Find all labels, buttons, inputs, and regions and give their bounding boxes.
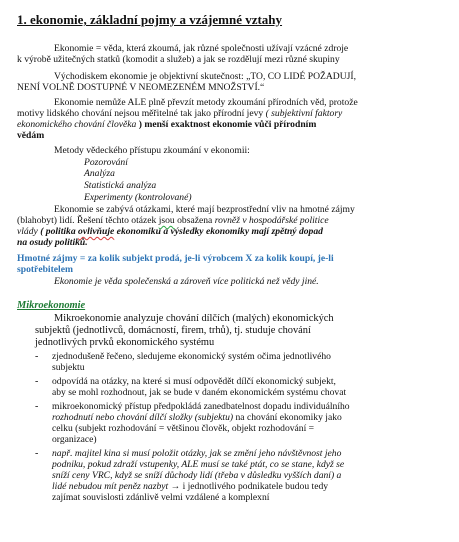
economics-definition-line-1: Ekonomie = věda, která zkoumá, jak různé společnosti užívají vzácné zdroje: [54, 43, 349, 54]
micro-bullet-1-line-1: zjednodušeně řečeno, sledujeme ekonomický systém očima jednotlivého: [52, 351, 331, 362]
interests-line-2: [17, 215, 329, 226]
grammar-flag-text: jsou: [158, 215, 175, 226]
method-item: Statistická analýza: [84, 180, 157, 191]
exactness-text: ) menší exaktnost ekonomie vůči přírodním: [138, 119, 317, 130]
individual-decision-text: rozhodnutí nebo chování dílčí složky (subjektu): [52, 412, 234, 423]
interests-line-1: Ekonomie se zabývá otázkami, které mají bezprostřední vliv na hmotné zájmy: [54, 204, 355, 215]
methods-limit-line-4: vědám: [17, 130, 45, 141]
methods-limit-line-3: [17, 119, 316, 130]
micro-bullet-3-line-4: organizace): [52, 434, 97, 445]
spelling-flag-text: ovlivňuje: [78, 226, 115, 237]
micro-bullet-3-line-2: [52, 412, 342, 423]
spare-money-text: lidé nebudou mít peněz nazbyt: [52, 481, 169, 492]
interests-text: (blahobyt) lidí. Řešení těchto otázek: [17, 215, 159, 226]
material-interests-line-1: Hmotné zájmy = za kolik subjekt prodá, je-li výrobcem X za kolik koupí, je-li: [17, 253, 334, 264]
whole-economy-text: na chování ekonomiky jako: [233, 412, 342, 423]
social-science-statement: Ekonomie je věda společenská a zároveň více politická než vědy jiné.: [54, 276, 319, 287]
government-text: vlády: [17, 226, 41, 237]
economic-behavior-text: ekonomického chování člověka: [17, 119, 139, 130]
method-item: Analýza: [84, 168, 115, 179]
economic-policy-text: rovněž v hospodářské politice: [214, 215, 329, 226]
bullet-dash: -: [35, 351, 39, 362]
page-title: 1. ekonomie, základní pojmy a vzájemné vztahy: [17, 12, 283, 27]
micro-bullet-4-line-1: např. majitel kina si musí položit otázky, jak se změní jeho návštěvnost jeho: [52, 448, 342, 459]
methods-limit-line-2: [17, 108, 342, 119]
bullet-dash: -: [35, 448, 39, 459]
micro-intro-line-2: subjektů (jednotlivců, domácností, firem, trhů), tj. studuje chování: [35, 325, 311, 336]
micro-bullet-1-line-2: subjektu: [52, 362, 85, 373]
material-interests-line-2: spotřebitelem: [17, 264, 73, 275]
bullet-dash: -: [35, 376, 39, 387]
premise-line-1: Východiskem ekonomie je objektivní skutečnost: „TO, CO LIDÉ POŽADUJÍ,: [54, 71, 356, 82]
interests-line-3: [17, 226, 323, 237]
arrow-icon: →: [168, 481, 181, 492]
bullet-dash: -: [35, 401, 39, 412]
section-heading-microeconomics: Mikroekonomie: [17, 300, 86, 311]
micro-bullet-2-line-1: odpovídá na otázky, na které si musí odpovědět dílčí ekonomický subjekt,: [52, 376, 336, 387]
method-item: Experimenty (kontrolované): [84, 192, 192, 203]
subjective-factors-text: ( subjektivní faktory: [265, 108, 343, 119]
micro-bullet-4-line-4: [52, 481, 328, 492]
methods-heading: Metody vědeckého přístupu zkoumání v ekonomii:: [54, 145, 250, 156]
interests-text-cont: obsažena: [174, 215, 215, 226]
interests-line-4: na osudy politiků.: [17, 237, 88, 248]
method-item: Pozorování: [84, 157, 128, 168]
micro-bullet-4-line-2: podniku, pokud zdraží vstupenky, ALE musí se také ptát, co se stane, když se: [52, 459, 345, 470]
politics-text: ( politika: [40, 226, 79, 237]
micro-bullet-4-line-5: zajímat souvislosti zdánlivě velmi vzdálené a komplexní: [52, 492, 270, 503]
micro-intro-line-3: jednotlivých prvků ekonomického systému: [35, 337, 215, 348]
micro-intro-line-1: Mikroekonomie analyzuje chování dílčích (malých) ekonomických: [54, 313, 334, 324]
politics-text-cont: ekonomiku a výsledky ekonomiky mají zpětný dopad: [114, 226, 323, 237]
economics-definition-line-2: k výrobě užitečných statků (komodit a služeb) a jak se rozdělují mezi různé skupiny: [17, 54, 340, 65]
micro-bullet-3-line-1: mikroekonomický přístup předpokládá zanedbatelnost dopadu individuálního: [52, 401, 350, 412]
premise-line-2: NENÍ VOLNĚ DOSTUPNÉ V NEOMEZENÉM MNOŽSTVÍ.“: [17, 82, 265, 93]
micro-bullet-3-line-3: celku (subjekt rozhodování = většinou člověk, objekt rozhodování =: [52, 423, 315, 434]
entrepreneur-text: i jednotlivého podnikatele budou tedy: [180, 481, 329, 492]
micro-bullet-4-line-3: sníží ceny VRC, když se sníží důchody lidí (třeba v důsledku vyšších daní) a: [52, 470, 342, 481]
micro-bullet-2-line-2: aby se mohl rozhodnout, jak se bude v daném ekonomickém systému chovat: [52, 387, 347, 398]
methods-limit-line-1: Ekonomie nemůže ALE plně převzít metody zkoumání přírodních věd, protože: [54, 97, 358, 108]
methods-limit-text: motivy lidského chování nejsou měřitelné tak jako přírodní jevy: [17, 108, 266, 119]
